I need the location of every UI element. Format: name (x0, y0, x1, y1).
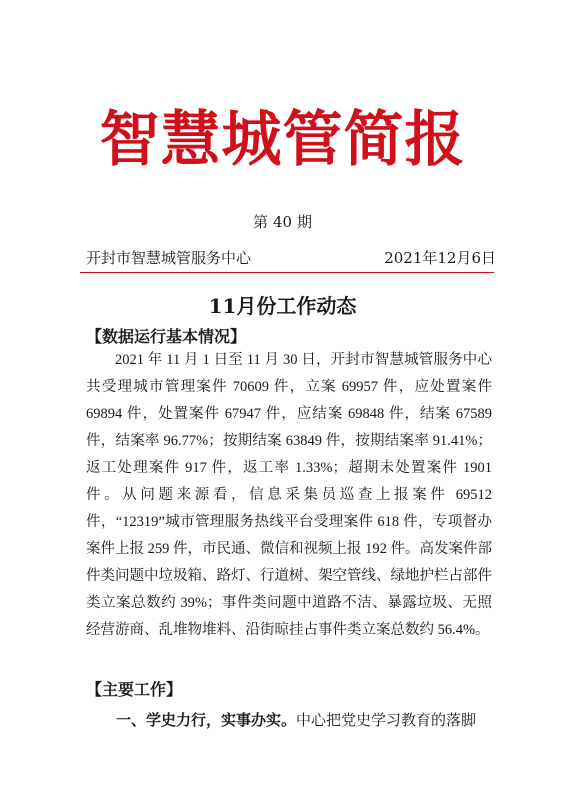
issue-suffix: 期 (297, 213, 313, 231)
issue-number (0, 212, 565, 232)
publish-date: 2021年12月6日 (384, 249, 496, 267)
masthead-title: 智慧城管简报 (99, 105, 466, 175)
publisher-name: 开封市智慧城管服务中心 (86, 249, 252, 267)
section-label-work: 【主要工作】 (86, 680, 183, 699)
header-divider (80, 272, 494, 273)
article-headline: 11月份工作动态 (208, 294, 357, 318)
issue-prefix: 第 (252, 213, 268, 231)
data-paragraph: 2021 年 11 月 1 日至 11 月 30 日，开封市智慧城管服务中心共受理城市管理案件 70609 件，立案 69957 件，应处置案件 69894 件，处置案件 67947 件，应结案 69848 件，结案 67589 件，结案率 96.77%；按期结案 63849 件，按期结案率 91.41%；返工处理案件 917 件，返工率 1.33%；超期未处置案件 1901 件。从问题来源看，信息采集员巡查上报案件 69512 件，“12319”城市管理服务热线平台受理案件 618 件，专项督办案件上报 259 件，市民通、微信和视频上报 192 件。高发案件部件类问题中垃圾箱、路灯、行道树、架空管线、绿地护栏占部件类立案总数约 39%；事件类问题中道路不洁、暴露垃圾、无照经营游商、乱堆物堆料、沿街晾挂占事件类立案总数约 56.4%。 (86, 352, 492, 638)
section-label-data: 【数据运行基本情况】 (86, 327, 247, 346)
publisher-row (86, 248, 496, 268)
work-lead-paragraph (86, 708, 492, 732)
issue-num: 40 (272, 213, 293, 231)
work-lead-heading: 一、学史力行，实事办实。 (116, 711, 297, 729)
work-lead-text: 中心把党史学习教育的落脚 (296, 711, 477, 729)
